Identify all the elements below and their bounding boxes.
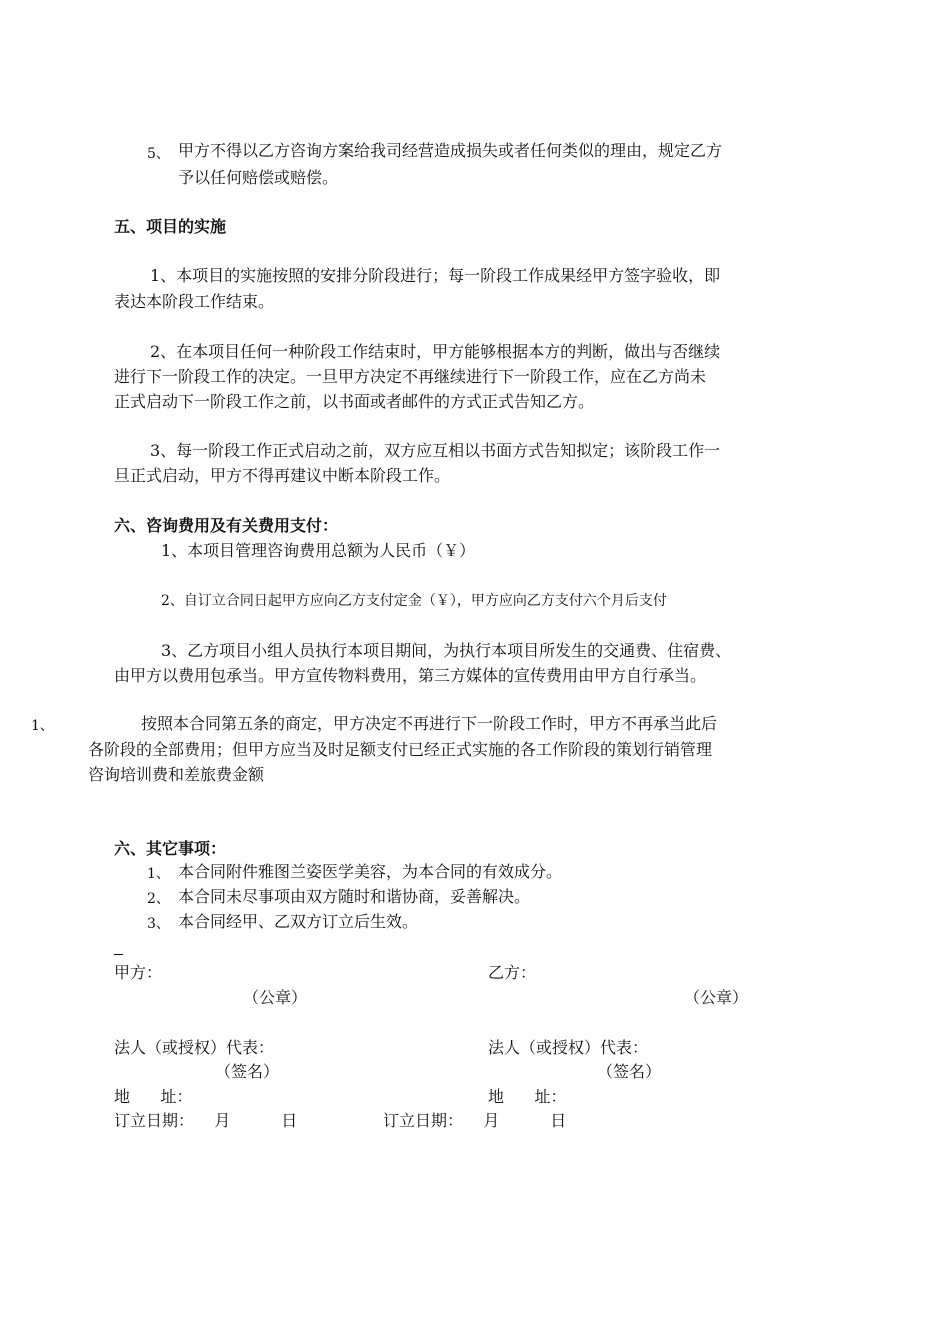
party-b-address: 地 址： <box>488 1087 567 1106</box>
other-item-2-number: 2、 <box>147 891 170 907</box>
section-5-p3-line-1: 3、每一阶段工作正式启动之前，双方应互相以书面方式告知拟定；该阶段工作一 <box>150 441 721 460</box>
other-item-1-text: 本合同附件雅图兰姿医学美容，为本合同的有效成分。 <box>178 862 563 881</box>
fee-clause-2: 2、自订立合同日起甲方应向乙方支付定金（￥），甲方应向乙方支付六个月后支付 <box>161 593 667 609</box>
section-6-other-heading: 六、其它事项： <box>114 839 227 858</box>
party-a-address: 地 址： <box>114 1087 193 1106</box>
fee-clause-4-line-3: 咨询培训费和差旅费金额 <box>88 765 265 784</box>
other-item-2-text: 本合同未尽事项由双方随时和谐协商，妥善解决。 <box>178 887 531 906</box>
clause-5-number: 5、 <box>147 146 170 162</box>
party-b-representative: 法人（或授权）代表： <box>488 1038 649 1057</box>
party-b-label: 乙方： <box>488 963 537 982</box>
other-item-3-number: 3、 <box>147 916 170 932</box>
text-cursor-mark <box>114 954 123 955</box>
section-5-p1-line-2: 表达本阶段工作结束。 <box>114 292 275 311</box>
section-5-p3-line-2: 旦正式启动，甲方不得再建议中断本阶段工作。 <box>114 466 451 485</box>
clause-5-line-1: 甲方不得以乙方咨询方案给我司经营造成损失或者任何类似的理由，规定乙方 <box>178 141 723 160</box>
party-a-signature: （签名） <box>215 1062 280 1081</box>
fee-clause-1: 1、本项目管理咨询费用总额为人民币（￥） <box>161 541 476 560</box>
party-b-sign-date: 订立日期： 月 日 <box>383 1111 567 1130</box>
section-5-heading: 五、项目的实施 <box>114 217 227 236</box>
fee-clause-3-line-2: 由甲方以费用包承当。甲方宣传物料费用，第三方媒体的宣传费用由甲方自行承当。 <box>114 666 707 685</box>
clause-5-line-2: 予以任何赔偿或赔偿。 <box>178 168 339 187</box>
party-a-sign-date: 订立日期： 月 日 <box>114 1111 298 1130</box>
fee-clause-4-line-2: 各阶段的全部费用；但甲方应当及时足额支付已经正式实施的各工作阶段的策划行销管理 <box>88 740 713 759</box>
fee-clause-4-line-1: 按照本合同第五条的商定，甲方决定不再进行下一阶段工作时，甲方不再承当此后 <box>141 714 718 733</box>
fee-clause-3-line-1: 3、乙方项目小组人员执行本项目期间，为执行本项目所发生的交通费、住宿费、 <box>161 641 732 660</box>
section-5-p2-line-2: 进行下一阶段工作的决定。一旦甲方决定不再继续进行下一阶段工作，应在乙方尚未 <box>114 367 707 386</box>
other-item-1-number: 1、 <box>147 866 170 882</box>
section-5-p1-line-1: 1、本项目的实施按照的安排分阶段进行；每一阶段工作成果经甲方签字验收，即 <box>150 266 721 285</box>
party-b-seal: （公章） <box>684 988 749 1007</box>
party-a-representative: 法人（或授权）代表： <box>114 1038 275 1057</box>
party-a-label: 甲方： <box>114 963 163 982</box>
party-b-signature: （签名） <box>597 1062 662 1081</box>
section-6-fees-heading: 六、咨询费用及有关费用支付： <box>114 516 339 535</box>
fee-clause-4-number: 1、 <box>31 718 54 734</box>
party-a-seal: （公章） <box>243 988 308 1007</box>
section-5-p2-line-1: 2、在本项目任何一种阶段工作结束时，甲方能够根据本方的判断，做出与否继续 <box>150 342 721 361</box>
section-5-p2-line-3: 正式启动下一阶段工作之前，以书面或者邮件的方式正式告知乙方。 <box>114 392 595 411</box>
other-item-3-text: 本合同经甲、乙双方订立后生效。 <box>178 912 419 931</box>
